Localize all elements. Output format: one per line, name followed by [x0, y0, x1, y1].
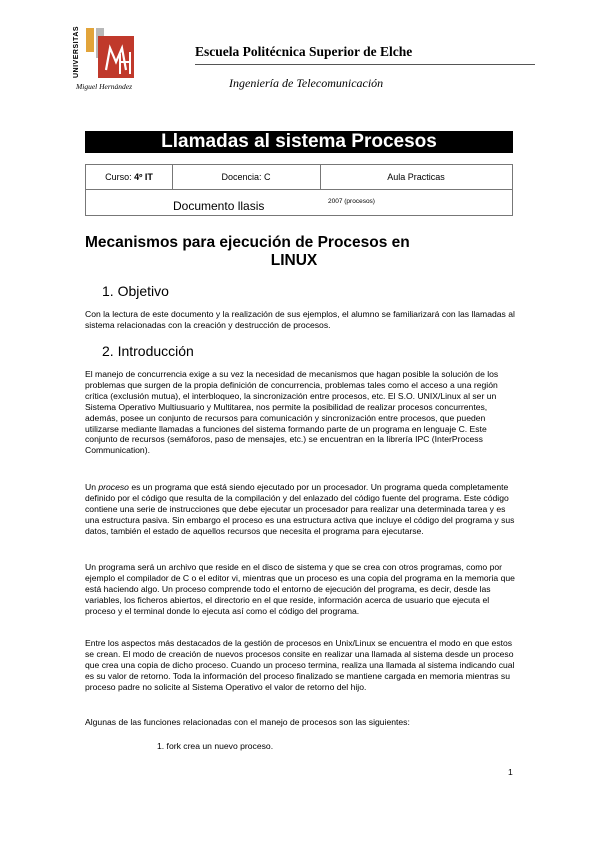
school-name: Escuela Politécnica Superior de Elche: [195, 44, 413, 59]
page-number: 1: [508, 767, 513, 777]
paragraph-intro-5: Algunas de las funciones relacionadas con el manejo de procesos son las siguientes:: [85, 717, 410, 727]
info-row: [86, 165, 512, 190]
docencia-cell: Docencia: C: [172, 165, 321, 189]
paragraph-intro-2: [85, 482, 515, 537]
main-heading-line1: Mecanismos para ejecución de Procesos en: [85, 234, 410, 251]
list-item: 1. fork crea un nuevo proceso.: [157, 741, 274, 751]
header-divider: [195, 64, 535, 65]
section-introduccion: 2. Introducción: [102, 343, 194, 359]
main-heading-line2: LINUX: [270, 252, 318, 269]
intro2-italic: proceso: [98, 482, 129, 492]
curso-label: Curso:: [105, 172, 135, 182]
degree-name: Ingeniería de Telecomunicación: [229, 76, 384, 90]
document-label: Documento llasis: [173, 199, 265, 213]
curso-cell: [86, 165, 173, 189]
paragraph-objetivo: Con la lectura de este documento y la realización de sus ejemplos, el alumno se familiarizará con las llamadas al sistema relacionadas con la creación y destrucción de procesos.: [85, 309, 515, 330]
intro2-rest: es un programa que está siendo ejecutado por un procesador. Un programa queda completamente definido por el código que resulta de la compilación y del enlazado del código fuente del programa. Este código contiene una serie de instrucciones que debe ejecutar un procesador para realizar una determinada tarea y es una estructura pasiva. Sin embargo el proceso es una estructura activa que incluye el código del programa y sus datos, también el estado de aquellos recursos que necesita el programa para ejecutarse.: [85, 482, 515, 536]
paragraph-intro-1: El manejo de concurrencia exige a su vez la necesidad de mecanismos que hagan posible la solución de los problemas que surgen de la propia definición de concurrencia, problemas tales como el acceso a una región crítica (exclusión mutua), el interbloqueo, la sincronización entre procesos, etc. El S.O. UNIX/Linux al ser un Sistema Operativo Multiusuario y Multitarea, nos permite la posibilidad de realizar procesos concurrentes, además, posee un conjunto de recursos para comunicación y sincronización entre procesos, que pueden utilizarse mediante llamadas a funciones del sistema formando parte de un programa en lenguaje C. Este conjunto de recursos (semáforos, paso de mensajes, etc.) se encuentran en la librería IPC (InterProcess Communication).: [85, 369, 499, 456]
logo-vertical-text: UNIVERSITAS: [73, 25, 80, 78]
document-year: 2007 (procesos): [328, 198, 375, 205]
section-objetivo: 1. Objetivo: [102, 283, 169, 299]
paragraph-intro-3: Un programa será un archivo que reside en el disco de sistema y que se crea con otros programas, como por ejemplo el compilador de C o el editor vi, mientras que un proceso es una copia del programa en la memoria que está haciendo algo. Un proceso comprende todo el entorno de ejecución del programa, es decir, desde las variables, los ficheros abiertos, el directorio en el que reside, información acerca de usuario que ejecuta el proceso y el terminal donde lo ejecuta así como el código del programa.: [85, 562, 515, 616]
document-title: Llamadas al sistema Procesos: [85, 131, 513, 153]
intro2-prefix: Un: [85, 482, 99, 492]
info-table: [85, 164, 513, 216]
paragraph-intro-4: Entre los aspectos más destacados de la gestión de procesos en Unix/Linux se encuentra el modo en que estos se crean. El modo de creación de nuevos procesos consite en realizar una llamada al sistema desde un proceso que crea una copia de dicho proceso. Cuando un proceso termina, realiza una llamada al sistema indicando cual es su valor de retorno. Toda la información del proceso finalizado se mantiene cargada en memoria mientras su proceso padre no solicite al Sistema Operativo el valor de retorno del hijo.: [85, 638, 515, 692]
logo-caption: Miguel Hernández: [76, 82, 133, 91]
curso-value: 4º IT: [134, 172, 153, 182]
aula-cell: Aula Practicas: [387, 172, 445, 182]
main-heading: [85, 234, 505, 270]
